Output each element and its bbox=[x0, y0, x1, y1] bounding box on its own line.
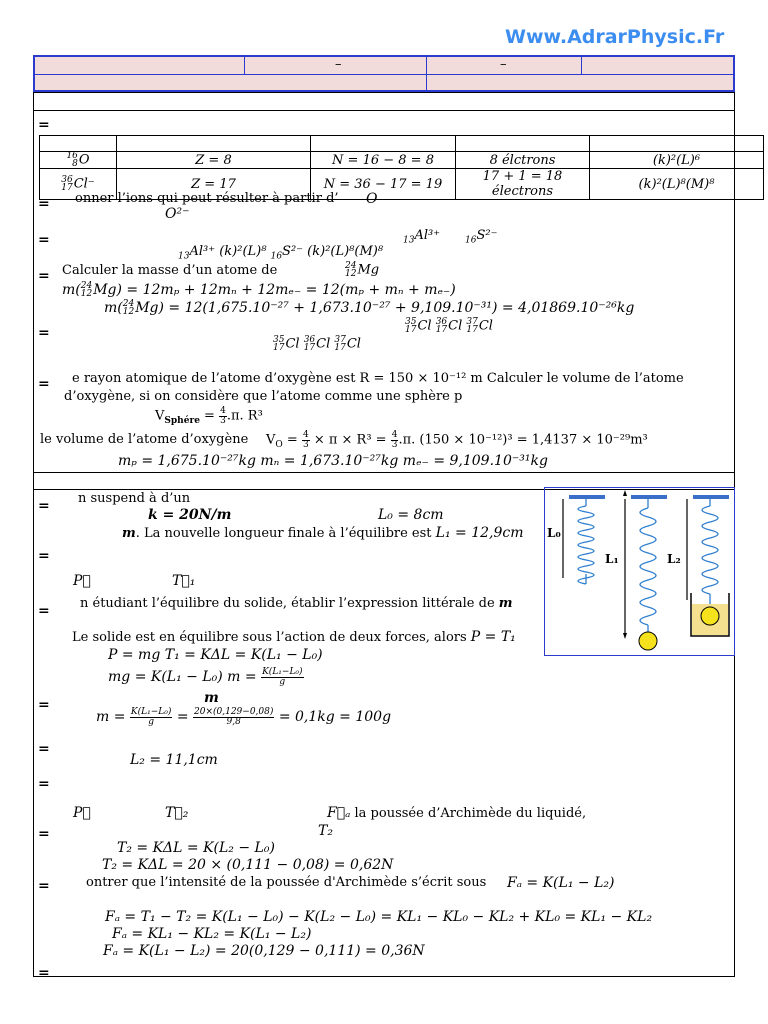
table-row bbox=[40, 136, 764, 152]
header-dash: – bbox=[335, 57, 342, 72]
question-marker: = bbox=[38, 741, 50, 757]
springs-figure bbox=[544, 487, 735, 656]
question-marker: = bbox=[38, 117, 50, 133]
table-row: 36 17Cl⁻ Z = 17 N = 36 − 17 = 19 17 + 1 = 18 électrons (k)²(L)⁸(M)⁸ bbox=[40, 169, 764, 200]
question-marker: = bbox=[38, 376, 50, 392]
question-marker: = bbox=[38, 826, 50, 842]
question-marker: = bbox=[38, 325, 50, 341]
question-marker: = bbox=[38, 603, 50, 619]
question-marker: = bbox=[38, 878, 50, 894]
spring-l0 bbox=[578, 499, 594, 584]
isotope-o: 16 8O bbox=[40, 152, 117, 169]
question-marker: = bbox=[38, 196, 50, 212]
question-marker: = bbox=[38, 268, 50, 284]
spring-l2 bbox=[702, 499, 718, 604]
label-l1: L₁ bbox=[605, 552, 619, 566]
question-marker: = bbox=[38, 232, 50, 248]
header-dash: – bbox=[500, 57, 507, 72]
question-marker: = bbox=[38, 697, 50, 713]
question-marker: = bbox=[38, 548, 50, 564]
section-title-row bbox=[33, 92, 735, 111]
site-name[interactable]: Www.AdrarPhysic.Fr bbox=[505, 26, 725, 48]
question-marker: = bbox=[38, 965, 50, 981]
label-l0: L₀ bbox=[547, 526, 561, 540]
isotope-cl: 36 17Cl⁻ bbox=[40, 169, 117, 200]
spring-l1 bbox=[640, 499, 656, 634]
question-marker: = bbox=[38, 776, 50, 792]
label-l2: L₂ bbox=[667, 552, 681, 566]
header-table bbox=[33, 55, 735, 92]
table-row: 16 8O Z = 8 N = 16 − 8 = 8 8 élctrons (k)²(L)⁶ bbox=[40, 152, 764, 169]
question-marker: = bbox=[38, 498, 50, 514]
springs-diagram bbox=[545, 488, 734, 655]
